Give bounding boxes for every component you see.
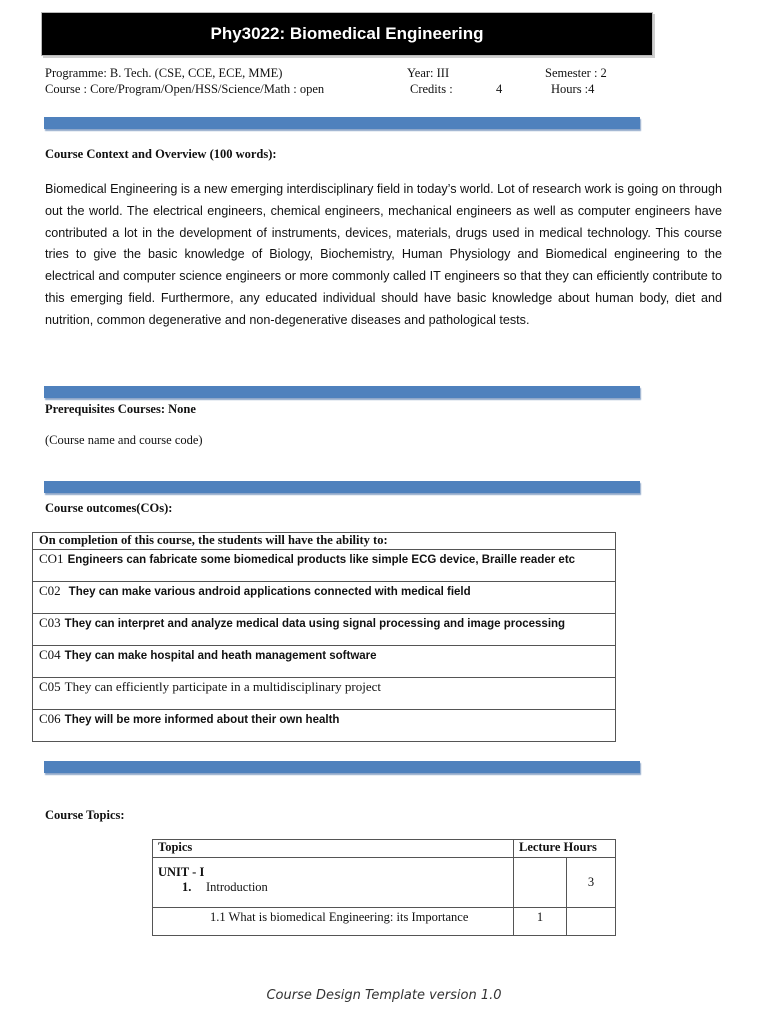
credits-value: 4 [496, 82, 503, 96]
outcome-text: They can efficiently participate in a multidisciplinary project [64, 679, 382, 694]
outcome-row [33, 582, 616, 614]
topic-row [153, 908, 616, 936]
outcome-code: C05 [39, 679, 61, 694]
topic-number: 1. [182, 880, 192, 894]
section-divider [44, 761, 640, 773]
unit-label: UNIT - I [158, 865, 205, 879]
footer-text: Course Design Template version 1.0 [266, 988, 502, 1003]
outcome-row [33, 614, 616, 646]
programme-line: Programme: B. Tech. (CSE, CCE, ECE, MME) [45, 66, 283, 80]
credits-label: Credits : [410, 82, 453, 96]
hours-label: Hours :4 [551, 82, 595, 96]
course-line: Course : Core/Program/Open/HSS/Science/Math : open [45, 82, 325, 96]
outcome-text: They can interpret and analyze medical data using signal processing and image processing [64, 618, 566, 630]
topic-title: Introduction [206, 880, 268, 894]
outcome-row [33, 678, 616, 710]
context-paragraph: Biomedical Engineering is a new emerging interdisciplinary field in today’s world. Lot of research work is going on through out the world. The electrical engineers, chemical engineers, mechanical engineers as well as computer engineers have contributed a lot in the development of instruments, devices, materials, drugs used in medical technology. This course tries to give the basic knowledge of Biology, Biochemistry, Human Physiology and Biomedical engineering to the electrical and computer science engineers or more commonly called IT engineers so that they can efficiently contribute to this emerging field. Furthermore, any educated individual should have basic knowledge about human body, diet and nutrition, common degenerative and non-degenerative diseases and pathological tests. [45, 182, 722, 327]
outcome-text: They can make hospital and heath management software [64, 650, 377, 662]
topic-row [153, 858, 616, 908]
outcome-row [33, 646, 616, 678]
topics-header-row [153, 840, 616, 858]
outcome-code: C03 [39, 615, 61, 630]
section-divider [44, 481, 640, 493]
topics-table [152, 839, 616, 936]
semester-label: Semester : 2 [545, 66, 607, 80]
lecture-hours-column-header: Lecture Hours [514, 840, 616, 858]
outcome-code: C04 [39, 647, 61, 662]
outcome-code: CO1 [39, 551, 64, 566]
topics-heading: Course Topics: [45, 808, 125, 822]
outcome-code: C02 [39, 583, 61, 598]
year-label: Year: III [407, 66, 450, 80]
outcome-text: They can make various android applications connected with medical field [68, 586, 471, 598]
prerequisites-note: (Course name and course code) [45, 433, 203, 447]
outcome-row [33, 550, 616, 582]
section-divider [44, 386, 640, 398]
outcomes-table-header-cell: On completion of this course, the students will have the ability to: [33, 533, 616, 550]
outcome-text: They will be more informed about their own health [64, 714, 340, 726]
topics-column-header: Topics [153, 840, 514, 858]
course-title: Phy3022: Biomedical Engineering [41, 12, 653, 56]
section-divider [44, 117, 640, 129]
unit-hours-empty-cell [514, 858, 567, 908]
outcome-row [33, 710, 616, 742]
outcomes-table-header [33, 533, 616, 550]
sub-topic-hours: 1 [514, 908, 567, 936]
sub-topic-empty-cell [567, 908, 616, 936]
outcomes-table [32, 532, 616, 742]
outcome-text: Engineers can fabricate some biomedical products like simple ECG device, Braille reader etc [67, 554, 576, 566]
unit-hours: 3 [567, 858, 616, 908]
outcome-code: C06 [39, 711, 61, 726]
sub-topic: 1.1 What is biomedical Engineering: its Importance [153, 908, 514, 936]
context-heading: Course Context and Overview (100 words): [45, 147, 277, 161]
prerequisites-heading: Prerequisites Courses: None [45, 402, 196, 416]
outcomes-heading: Course outcomes(COs): [45, 501, 173, 515]
